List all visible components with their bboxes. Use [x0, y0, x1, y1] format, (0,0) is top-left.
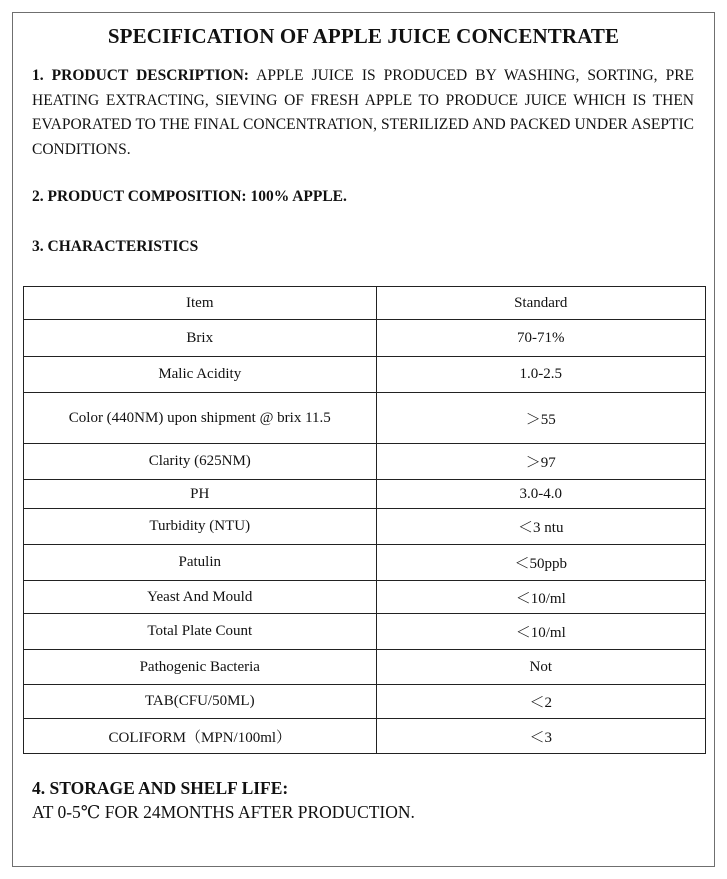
- standard-cell: 1.0-2.5: [376, 357, 705, 393]
- item-cell: PH: [24, 480, 377, 509]
- standard-cell: ＜50ppb: [376, 545, 705, 581]
- standard-cell: ＞55: [376, 393, 705, 444]
- table-row: [24, 509, 706, 545]
- standard-cell: ＞97: [376, 444, 705, 480]
- product-description-text: APPLE JUICE IS PRODUCED BY WASHING, SORTING, PRE HEATING EXTRACTING, SIEVING OF FRESH APPLE TO PRODUCE JUICE WHICH IS THEN EVAPORATED TO THE FINAL CONCENTRATION, STERILIZED AND PACKED UNDER ASEPTIC CONDITIONS.: [32, 67, 695, 158]
- standard-cell: ＜2: [376, 685, 705, 719]
- product-description-heading: 1. PRODUCT DESCRIPTION:: [32, 67, 249, 84]
- item-cell: Yeast And Mould: [24, 581, 377, 614]
- product-description: [32, 64, 694, 162]
- table-row: [24, 545, 706, 581]
- table-row: [24, 444, 706, 480]
- standard-cell: ＜3: [376, 719, 705, 754]
- item-cell: Pathogenic Bacteria: [24, 650, 377, 685]
- item-cell: Clarity (625NM): [24, 444, 377, 480]
- table-header-row: [24, 287, 706, 320]
- standard-cell: ＜10/ml: [376, 581, 705, 614]
- table-row: [24, 357, 706, 393]
- table-row: [24, 393, 706, 444]
- storage-text: AT 0-5℃ FOR 24MONTHS AFTER PRODUCTION.: [32, 802, 415, 822]
- standard-cell: 3.0-4.0: [376, 480, 705, 509]
- item-cell: TAB(CFU/50ML): [24, 685, 377, 719]
- item-cell: Patulin: [24, 545, 377, 581]
- table-row: [24, 480, 706, 509]
- column-header-item: Item: [24, 287, 377, 320]
- table-row: [24, 614, 706, 650]
- storage-heading: 4. STORAGE AND SHELF LIFE:: [32, 778, 289, 798]
- document-title: SPECIFICATION OF APPLE JUICE CONCENTRATE: [107, 24, 620, 48]
- characteristics-heading: 3. CHARACTERISTICS: [32, 238, 199, 255]
- item-cell: Color (440NM) upon shipment @ brix 11.5: [24, 393, 377, 444]
- product-composition-heading: 2. PRODUCT COMPOSITION: 100% APPLE.: [32, 188, 347, 205]
- table-row: [24, 685, 706, 719]
- item-cell: Total Plate Count: [24, 614, 377, 650]
- table-row: [24, 320, 706, 357]
- standard-cell: 70-71%: [376, 320, 705, 357]
- item-cell: Turbidity (NTU): [24, 509, 377, 545]
- standard-cell: ＜3 ntu: [376, 509, 705, 545]
- standard-cell: Not: [376, 650, 705, 685]
- characteristics-table: [23, 286, 706, 754]
- item-cell: Malic Acidity: [24, 357, 377, 393]
- item-cell: Brix: [24, 320, 377, 357]
- table-row: [24, 581, 706, 614]
- table-row: [24, 719, 706, 754]
- column-header-standard: Standard: [376, 287, 705, 320]
- table-row: [24, 650, 706, 685]
- item-cell: COLIFORM（MPN/100ml）: [24, 719, 377, 754]
- standard-cell: ＜10/ml: [376, 614, 705, 650]
